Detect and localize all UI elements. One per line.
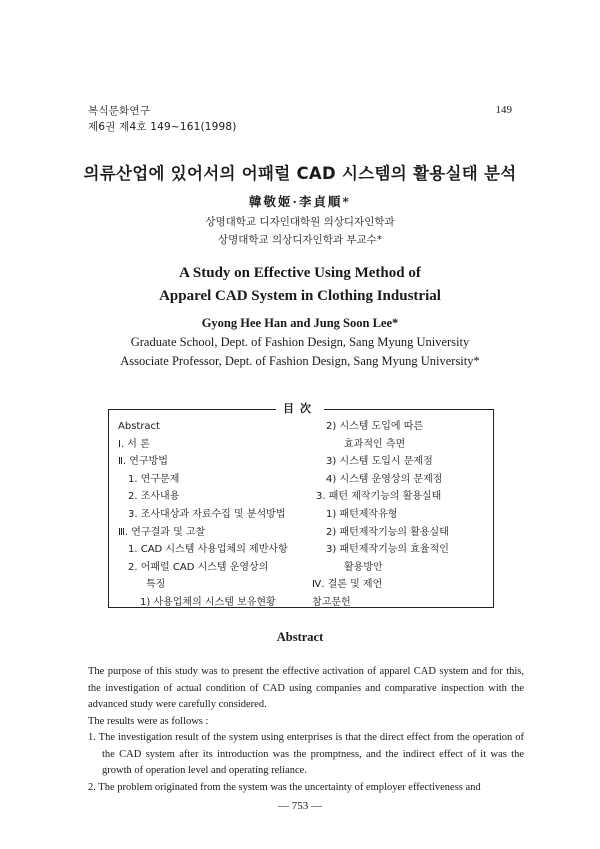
toc-item: 3) 패턴제작기능의 효율적인 (326, 544, 449, 556)
toc-heading: 目次 (276, 400, 324, 416)
abstract-body (88, 664, 524, 796)
toc-item: 2) 패턴제작기능의 활용실태 (326, 526, 449, 538)
english-title-line-1: A Study on Effective Using Method of (179, 265, 421, 281)
korean-affiliation-1: 상명대학교 디자인대학원 의상디자인학과 (205, 216, 395, 228)
toc-item: 1. 연구문제 (128, 473, 180, 485)
toc-item: Ⅱ. 연구방법 (118, 456, 168, 468)
toc-item: Abstract (118, 421, 160, 432)
journal-header (88, 103, 237, 135)
korean-affiliation-2: 상명대학교 의상디자인학과 부교수* (217, 234, 383, 246)
page-number: 149 (495, 104, 512, 116)
toc-item: 1) 패턴제작유형 (326, 508, 398, 520)
toc-item: 3. 패턴 제작기능의 활용실태 (316, 491, 442, 503)
abstract-paragraph: The purpose of this study was to present the effective activation of apparel CAD system and for this, the investigation of actual condition of CAD using companies and comparative inspection with the advanced study were carefully considered. (88, 666, 524, 710)
result-item-2: 2. The problem originated from the system was the uncertainty of employer effectiveness and (88, 781, 481, 793)
korean-title: 의류산업에 있어서의 어패럴 CAD 시스템의 활용실태 분석 (83, 164, 517, 183)
korean-authors: 韓敬姬·李貞順* (249, 194, 351, 209)
toc-item: 활용방안 (344, 561, 383, 573)
toc-item: 2) 시스템 도입에 따른 (326, 421, 424, 432)
toc-item: 1) 사용업체의 시스템 보유현황 (140, 596, 276, 608)
toc-right-column (312, 418, 449, 612)
abstract-heading: Abstract (276, 630, 324, 644)
footer-page-number: — 753 — (278, 800, 322, 812)
journal-name: 복식문화연구 (88, 105, 151, 117)
toc-item: Ⅳ. 결론 및 제언 (312, 579, 383, 591)
toc-item: 참고문헌 (312, 596, 351, 608)
toc-item: 4) 시스템 운영상의 문제점 (326, 473, 443, 485)
toc-left-column (118, 418, 288, 612)
toc-item: 특징 (146, 579, 166, 591)
journal-volume: 제6권 제4호 149~161(1998) (88, 121, 237, 133)
english-title-line-2: Apparel CAD System in Clothing Industrial (159, 288, 441, 304)
english-affiliation-2: Associate Professor, Dept. of Fashion Design, Sang Myung University* (120, 354, 480, 368)
results-intro: The results were as follows : (88, 715, 209, 727)
toc-item: 3. 조사대상과 자료수집 및 분석방법 (128, 508, 286, 520)
toc-item: 3) 시스템 도입시 문제점 (326, 456, 433, 468)
toc-item: 효과적인 측면 (344, 438, 406, 450)
result-item-1: 1. The investigation result of the system using enterprises is that the direct effect from the operation of the CAD system after its introduction was the promptness, and the indirect effect of it was the growth of operation level and operating reliance. (88, 732, 524, 776)
english-affiliation-1: Graduate School, Dept. of Fashion Design, Sang Myung University (130, 335, 470, 349)
english-authors: Gyong Hee Han and Jung Soon Lee* (201, 316, 399, 330)
toc-item: 2. 조사내용 (128, 491, 180, 503)
toc-item: 1. CAD 시스템 사용업체의 제반사항 (128, 544, 288, 556)
toc-item: Ⅰ. 서 론 (118, 438, 150, 450)
toc-item: 2. 어패럴 CAD 시스템 운영상의 (128, 561, 269, 573)
toc-item: Ⅲ. 연구결과 및 고찰 (118, 526, 206, 538)
